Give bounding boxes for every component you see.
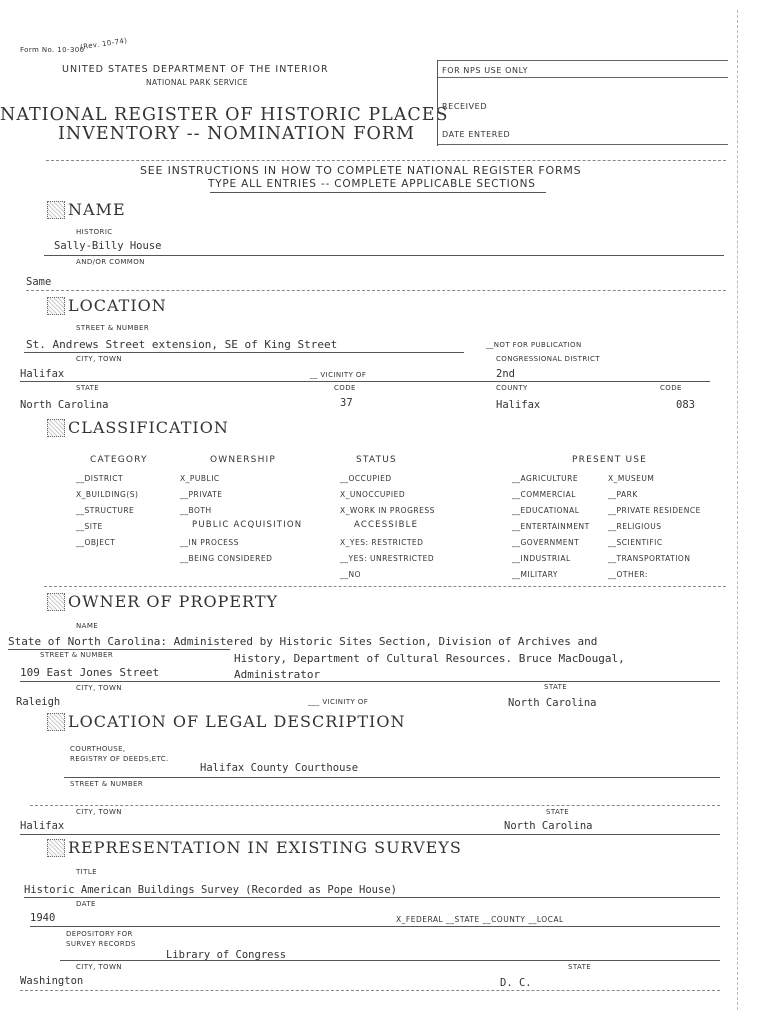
state-code-label: CODE [334,384,356,392]
section-number-3 [47,419,65,437]
section-title: LOCATION OF LEGAL DESCRIPTION [68,712,406,731]
accessible-heading: ACCESSIBLE [354,520,419,530]
accessible-option[interactable]: X_YES: RESTRICTED [340,538,424,547]
use-option[interactable]: __OTHER: [608,570,648,579]
section-location [47,296,167,315]
nps-use-label: FOR NPS USE ONLY [442,66,529,75]
survey-date-field[interactable]: 1940 [30,912,56,924]
legal-street-label: STREET & NUMBER [70,780,144,788]
county-code-label: CODE [660,384,682,392]
nps-use-box [437,60,728,146]
depository-field[interactable]: Library of Congress [166,949,287,961]
section-title: LOCATION [68,296,167,315]
form-title-line1: NATIONAL REGISTER OF HISTORIC PLACES [0,105,449,125]
depository-label: DEPOSITORY FOR [66,930,133,938]
owner-vicinity-label: ___ VICINITY OF [308,698,369,706]
category-option[interactable]: X_BUILDING(S) [76,490,139,499]
courthouse-field[interactable]: Halifax County Courthouse [200,762,359,774]
ownership-option[interactable]: __PRIVATE [180,490,223,499]
historic-name-field[interactable]: Sally-Billy House [54,240,162,252]
instructions-line2: TYPE ALL ENTRIES -- COMPLETE APPLICABLE SECTIONS [208,178,536,190]
acquisition-option[interactable]: __IN PROCESS [180,538,239,547]
present-use-heading: PRESENT USE [572,455,648,465]
use-option[interactable]: X_MUSEUM [608,474,655,483]
use-option[interactable]: __MILITARY [512,570,559,579]
category-option[interactable]: __STRUCTURE [76,506,135,515]
ownership-heading: OWNERSHIP [210,455,277,465]
legal-state-field[interactable]: North Carolina [504,820,593,832]
form-title-line2: INVENTORY -- NOMINATION FORM [58,124,415,144]
state-label: STATE [76,384,100,392]
use-option[interactable]: __PARK [608,490,638,499]
legal-city-label: CITY, TOWN [76,808,122,816]
status-option[interactable]: __OCCUPIED [340,474,392,483]
vicinity-label: __ VICINITY OF [310,371,367,379]
use-option[interactable]: __COMMERCIAL [512,490,576,499]
survey-level-options[interactable]: X_FEDERAL __STATE __COUNTY __LOCAL [396,915,564,924]
section-number-2 [47,297,65,315]
survey-date-label: DATE [76,900,96,908]
section-title: REPRESENTATION IN EXISTING SURVEYS [68,838,462,857]
city-label: CITY, TOWN [76,355,122,363]
status-heading: STATUS [356,455,397,465]
use-option[interactable]: __AGRICULTURE [512,474,579,483]
owner-state-label: STATE [544,683,568,691]
state-field[interactable]: North Carolina [20,399,109,411]
section-number-5 [47,713,65,731]
use-option[interactable]: __SCIENTIFIC [608,538,663,547]
owner-name-continued[interactable]: History, Department of Cultural Resources. Bruce MacDougal, [234,652,625,665]
owner-state-field[interactable]: North Carolina [508,697,597,709]
section-number-1 [47,201,65,219]
section-classification [47,418,229,437]
ownership-option[interactable]: __BOTH [180,506,212,515]
section-number-6 [47,839,65,857]
not-for-publication: __NOT FOR PUBLICATION [486,341,582,349]
section-title: OWNER OF PROPERTY [68,592,279,611]
county-label: COUNTY [496,384,528,392]
form-revision: (Rev. 10-74) [79,36,128,52]
city-field[interactable]: Halifax [20,368,65,380]
section-title: NAME [68,200,126,219]
street-field[interactable]: St. Andrews Street extension, SE of King Street [26,338,338,351]
use-option[interactable]: __INDUSTRIAL [512,554,571,563]
received-label: RECEIVED [442,102,488,111]
county-code-field[interactable]: 083 [676,399,695,411]
owner-name-field[interactable]: State of North Carolina: Administered by Historic Sites Section, Division of Archives and [8,635,598,648]
section-owner [47,592,278,611]
section-name [47,200,126,219]
owner-administrator: Administrator [234,668,321,681]
use-option[interactable]: __PRIVATE RESIDENCE [608,506,701,515]
form-number: Form No. 10-300 [20,46,85,54]
historic-label: HISTORIC [76,228,113,236]
category-heading: CATEGORY [90,455,148,465]
county-field[interactable]: Halifax [496,399,541,411]
legal-state-label: STATE [546,808,570,816]
acquisition-heading: PUBLIC ACQUISITION [192,520,303,530]
survey-state-field[interactable]: D. C. [500,977,532,989]
survey-city-label: CITY, TOWN [76,963,122,971]
registry-label: REGISTRY OF DEEDS,ETC. [70,755,169,763]
status-option[interactable]: X_UNOCCUPIED [340,490,406,499]
use-option[interactable]: __GOVERNMENT [512,538,580,547]
survey-records-label: SURVEY RECORDS [66,940,136,948]
category-option[interactable]: __DISTRICT [76,474,124,483]
section-number-4 [47,593,65,611]
use-option[interactable]: __TRANSPORTATION [608,554,691,563]
owner-city-field[interactable]: Raleigh [16,696,61,708]
use-option[interactable]: __RELIGIOUS [608,522,662,531]
common-name-label: AND/OR COMMON [76,258,145,266]
common-name-field[interactable]: Same [26,276,52,288]
use-option[interactable]: __EDUCATIONAL [512,506,580,515]
ownership-option[interactable]: X_PUBLIC [180,474,220,483]
section-surveys [47,838,462,857]
district-field[interactable]: 2nd [496,368,515,380]
survey-city-field[interactable]: Washington [20,975,84,987]
agency-name: UNITED STATES DEPARTMENT OF THE INTERIOR [62,64,329,75]
accessible-option[interactable]: __NO [340,570,362,579]
courthouse-label: COURTHOUSE, [70,745,126,753]
accessible-option[interactable]: __YES: UNRESTRICTED [340,554,435,563]
section-legal-description [47,712,405,731]
scan-edge [737,10,738,1010]
owner-street-label: STREET & NUMBER [40,651,114,659]
category-option[interactable]: __SITE [76,522,103,531]
street-label: STREET & NUMBER [76,324,150,332]
owner-street-field[interactable]: 109 East Jones Street [20,666,160,679]
owner-city-label: CITY, TOWN [76,684,122,692]
congressional-district-label: CONGRESSIONAL DISTRICT [496,355,601,363]
section-title: CLASSIFICATION [68,418,229,437]
date-entered-label: DATE ENTERED [442,130,511,139]
legal-city-field[interactable]: Halifax [20,820,65,832]
service-name: NATIONAL PARK SERVICE [146,78,248,87]
instructions-line1: SEE INSTRUCTIONS IN HOW TO COMPLETE NATIONAL REGISTER FORMS [140,164,582,177]
survey-title-field[interactable]: Historic American Buildings Survey (Recorded as Pope House) [24,884,397,896]
use-option[interactable]: __ENTERTAINMENT [512,522,590,531]
category-option[interactable]: __OBJECT [76,538,116,547]
survey-state-label: STATE [568,963,592,971]
acquisition-option[interactable]: __BEING CONSIDERED [180,554,273,563]
status-option[interactable]: X_WORK IN PROGRESS [340,506,435,515]
owner-name-label: NAME [76,622,99,630]
state-code-field[interactable]: 37 [340,397,353,409]
survey-title-label: TITLE [76,868,97,876]
